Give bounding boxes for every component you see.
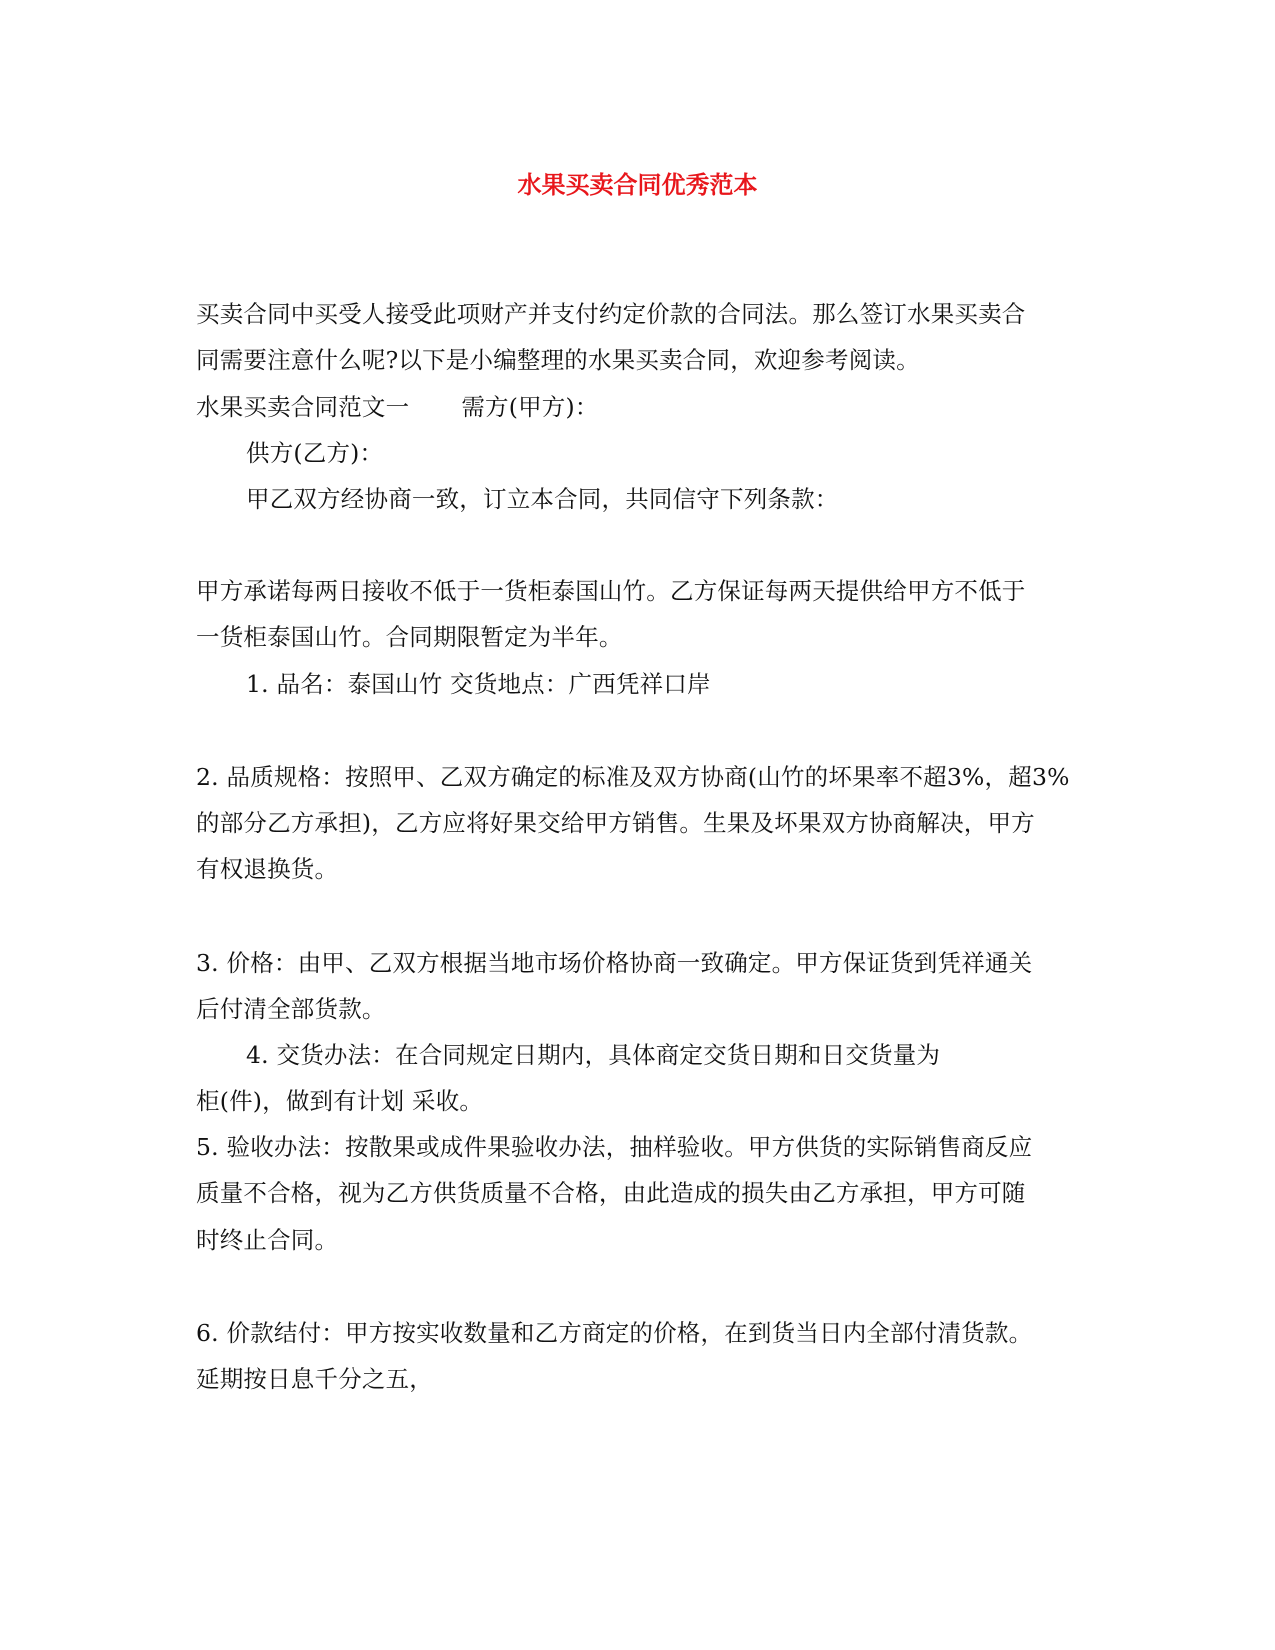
clause-3-line-2: 后付清全部货款。 <box>196 995 386 1023</box>
clause-5-line-2: 质量不合格，视为乙方供货质量不合格，由此造成的损失由乙方承担，甲方可随 <box>196 1179 1026 1207</box>
buyer-label: 需方(甲方)： <box>461 393 599 421</box>
intro-line-1: 买卖合同中买受人接受此项财产并支付约定价款的合同法。那么签订水果买卖合 <box>196 300 1026 328</box>
clause-6-line-2: 延期按日息千分之五， <box>196 1365 433 1393</box>
sample-heading-row <box>196 391 599 423</box>
intro-line-2: 同需要注意什么呢?以下是小编整理的水果买卖合同，欢迎参考阅读。 <box>196 346 920 374</box>
document-title: 水果买卖合同优秀范本 <box>517 171 758 199</box>
seller-label: 供方(乙方)： <box>246 439 384 467</box>
preamble: 甲乙双方经协商一致，订立本合同，共同信守下列条款： <box>246 485 839 513</box>
clause-5-line-1: 5. 验收办法：按散果或成件果验收办法，抽样验收。甲方供货的实际销售商反应 <box>196 1133 1033 1161</box>
clause-2-line-2: 的部分乙方承担)，乙方应将好果交给甲方销售。生果及坏果双方协商解决，甲方 <box>196 809 1035 837</box>
clause-3-line-1: 3. 价格：由甲、乙双方根据当地市场价格协商一致确定。甲方保证货到凭祥通关 <box>196 949 1033 977</box>
clause-4-line-1: 4. 交货办法：在合同规定日期内，具体商定交货日期和日交货量为 <box>246 1041 941 1069</box>
clause-2-line-1: 2. 品质规格：按照甲、乙双方确定的标准及双方协商(山竹的坏果率不超3%，超3% <box>196 763 1070 791</box>
paragraph-1-line-2: 一货柜泰国山竹。合同期限暂定为半年。 <box>196 623 623 651</box>
sample-heading: 水果买卖合同范文一 <box>196 393 410 421</box>
clause-2-line-3: 有权退换货。 <box>196 855 339 883</box>
clause-5-line-3: 时终止合同。 <box>196 1226 339 1254</box>
clause-6-line-1: 6. 价款结付：甲方按实收数量和乙方商定的价格，在到货当日内全部付清货款。 <box>196 1319 1033 1347</box>
paragraph-1-line-1: 甲方承诺每两日接收不低于一货柜泰国山竹。乙方保证每两天提供给甲方不低于 <box>196 577 1026 605</box>
clause-4-line-2: 柜(件)，做到有计划 采收。 <box>196 1087 484 1115</box>
clause-1: 1. 品名：泰国山竹 交货地点：广西凭祥口岸 <box>246 670 711 698</box>
